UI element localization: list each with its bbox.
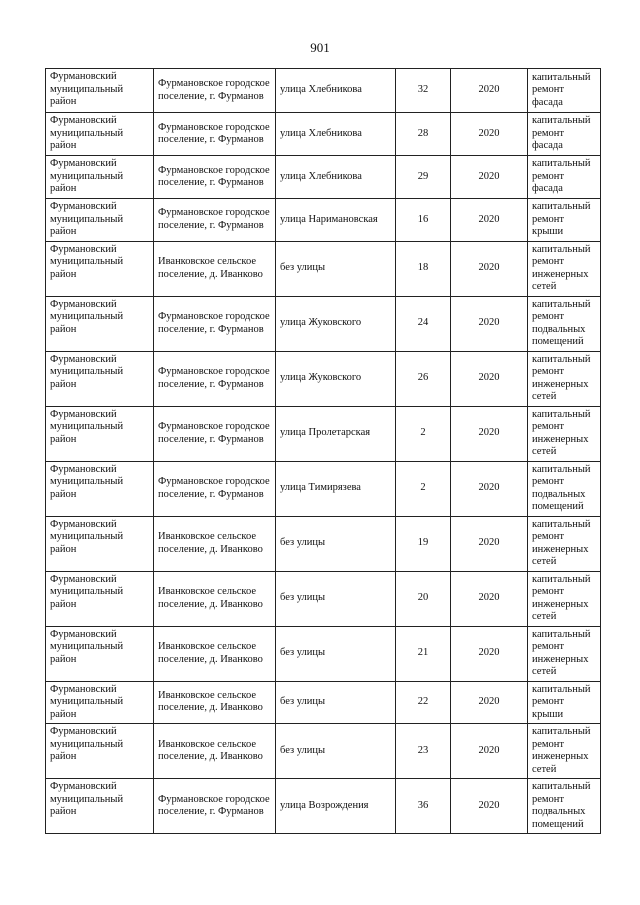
- settlement-cell: Иванковское сельское поселение, д. Иванково: [154, 516, 276, 571]
- settlement-cell: Фурмановское городское поселение, г. Фурманов: [154, 406, 276, 461]
- work-type-cell: капитальный ремонт подвальных помещений: [528, 461, 601, 516]
- house-number-cell: 22: [396, 681, 451, 724]
- repair-plan-table: [45, 68, 601, 834]
- street-cell: без улицы: [276, 626, 396, 681]
- table-row: [46, 681, 601, 724]
- work-type-cell: капитальный ремонт инженерных сетей: [528, 241, 601, 296]
- work-type-cell: капитальный ремонт фасада: [528, 113, 601, 156]
- year-cell: 2020: [451, 571, 528, 626]
- district-cell: Фурмановский муниципальный район: [46, 779, 154, 834]
- work-type-cell: капитальный ремонт фасада: [528, 156, 601, 199]
- settlement-cell: Фурмановское городское поселение, г. Фурманов: [154, 156, 276, 199]
- street-cell: улица Наримановская: [276, 199, 396, 242]
- year-cell: 2020: [451, 156, 528, 199]
- page-number: 901: [310, 40, 330, 55]
- street-cell: без улицы: [276, 571, 396, 626]
- year-cell: 2020: [451, 681, 528, 724]
- settlement-cell: Фурмановское городское поселение, г. Фурманов: [154, 351, 276, 406]
- table-row: [46, 113, 601, 156]
- house-number-cell: 19: [396, 516, 451, 571]
- year-cell: 2020: [451, 626, 528, 681]
- district-cell: Фурмановский муниципальный район: [46, 296, 154, 351]
- year-cell: 2020: [451, 516, 528, 571]
- settlement-cell: Фурмановское городское поселение, г. Фурманов: [154, 113, 276, 156]
- work-type-cell: капитальный ремонт инженерных сетей: [528, 571, 601, 626]
- table-row: [46, 156, 601, 199]
- year-cell: 2020: [451, 241, 528, 296]
- year-cell: 2020: [451, 779, 528, 834]
- district-cell: Фурмановский муниципальный район: [46, 199, 154, 242]
- settlement-cell: Иванковское сельское поселение, д. Иванково: [154, 571, 276, 626]
- district-cell: Фурмановский муниципальный район: [46, 681, 154, 724]
- street-cell: без улицы: [276, 681, 396, 724]
- year-cell: 2020: [451, 351, 528, 406]
- work-type-cell: капитальный ремонт фасада: [528, 69, 601, 113]
- settlement-cell: Фурмановское городское поселение, г. Фурманов: [154, 296, 276, 351]
- street-cell: без улицы: [276, 724, 396, 779]
- district-cell: Фурмановский муниципальный район: [46, 406, 154, 461]
- work-type-cell: капитальный ремонт крыши: [528, 199, 601, 242]
- settlement-cell: Фурмановское городское поселение, г. Фурманов: [154, 199, 276, 242]
- house-number-cell: 21: [396, 626, 451, 681]
- work-type-cell: капитальный ремонт инженерных сетей: [528, 626, 601, 681]
- table-row: [46, 241, 601, 296]
- table-row: [46, 626, 601, 681]
- table-row: [46, 406, 601, 461]
- year-cell: 2020: [451, 461, 528, 516]
- street-cell: без улицы: [276, 516, 396, 571]
- house-number-cell: 20: [396, 571, 451, 626]
- house-number-cell: 2: [396, 406, 451, 461]
- work-type-cell: капитальный ремонт инженерных сетей: [528, 724, 601, 779]
- year-cell: 2020: [451, 69, 528, 113]
- district-cell: Фурмановский муниципальный район: [46, 626, 154, 681]
- street-cell: улица Пролетарская: [276, 406, 396, 461]
- street-cell: улица Жуковского: [276, 296, 396, 351]
- district-cell: Фурмановский муниципальный район: [46, 461, 154, 516]
- year-cell: 2020: [451, 113, 528, 156]
- settlement-cell: Иванковское сельское поселение, д. Иванково: [154, 681, 276, 724]
- table-row: [46, 461, 601, 516]
- settlement-cell: Иванковское сельское поселение, д. Иванково: [154, 241, 276, 296]
- street-cell: улица Тимирязева: [276, 461, 396, 516]
- district-cell: Фурмановский муниципальный район: [46, 351, 154, 406]
- house-number-cell: 16: [396, 199, 451, 242]
- street-cell: улица Хлебникова: [276, 69, 396, 113]
- table-row: [46, 296, 601, 351]
- settlement-cell: Иванковское сельское поселение, д. Иванково: [154, 724, 276, 779]
- house-number-cell: 23: [396, 724, 451, 779]
- house-number-cell: 36: [396, 779, 451, 834]
- settlement-cell: Фурмановское городское поселение, г. Фурманов: [154, 69, 276, 113]
- district-cell: Фурмановский муниципальный район: [46, 516, 154, 571]
- house-number-cell: 28: [396, 113, 451, 156]
- house-number-cell: 29: [396, 156, 451, 199]
- district-cell: Фурмановский муниципальный район: [46, 571, 154, 626]
- settlement-cell: Фурмановское городское поселение, г. Фурманов: [154, 779, 276, 834]
- district-cell: Фурмановский муниципальный район: [46, 113, 154, 156]
- work-type-cell: капитальный ремонт инженерных сетей: [528, 516, 601, 571]
- house-number-cell: 2: [396, 461, 451, 516]
- work-type-cell: капитальный ремонт крыши: [528, 681, 601, 724]
- street-cell: без улицы: [276, 241, 396, 296]
- table-row: [46, 516, 601, 571]
- district-cell: Фурмановский муниципальный район: [46, 69, 154, 113]
- street-cell: улица Хлебникова: [276, 156, 396, 199]
- table-row: [46, 69, 601, 113]
- house-number-cell: 18: [396, 241, 451, 296]
- table-row: [46, 351, 601, 406]
- district-cell: Фурмановский муниципальный район: [46, 241, 154, 296]
- work-type-cell: капитальный ремонт инженерных сетей: [528, 351, 601, 406]
- house-number-cell: 26: [396, 351, 451, 406]
- work-type-cell: капитальный ремонт подвальных помещений: [528, 779, 601, 834]
- street-cell: улица Хлебникова: [276, 113, 396, 156]
- table-row: [46, 724, 601, 779]
- district-cell: Фурмановский муниципальный район: [46, 156, 154, 199]
- year-cell: 2020: [451, 406, 528, 461]
- table-row: [46, 779, 601, 834]
- settlement-cell: Иванковское сельское поселение, д. Иванково: [154, 626, 276, 681]
- house-number-cell: 32: [396, 69, 451, 113]
- district-cell: Фурмановский муниципальный район: [46, 724, 154, 779]
- year-cell: 2020: [451, 296, 528, 351]
- settlement-cell: Фурмановское городское поселение, г. Фурманов: [154, 461, 276, 516]
- house-number-cell: 24: [396, 296, 451, 351]
- street-cell: улица Жуковского: [276, 351, 396, 406]
- year-cell: 2020: [451, 199, 528, 242]
- table-row: [46, 199, 601, 242]
- work-type-cell: капитальный ремонт инженерных сетей: [528, 406, 601, 461]
- table-row: [46, 571, 601, 626]
- street-cell: улица Возрождения: [276, 779, 396, 834]
- work-type-cell: капитальный ремонт подвальных помещений: [528, 296, 601, 351]
- year-cell: 2020: [451, 724, 528, 779]
